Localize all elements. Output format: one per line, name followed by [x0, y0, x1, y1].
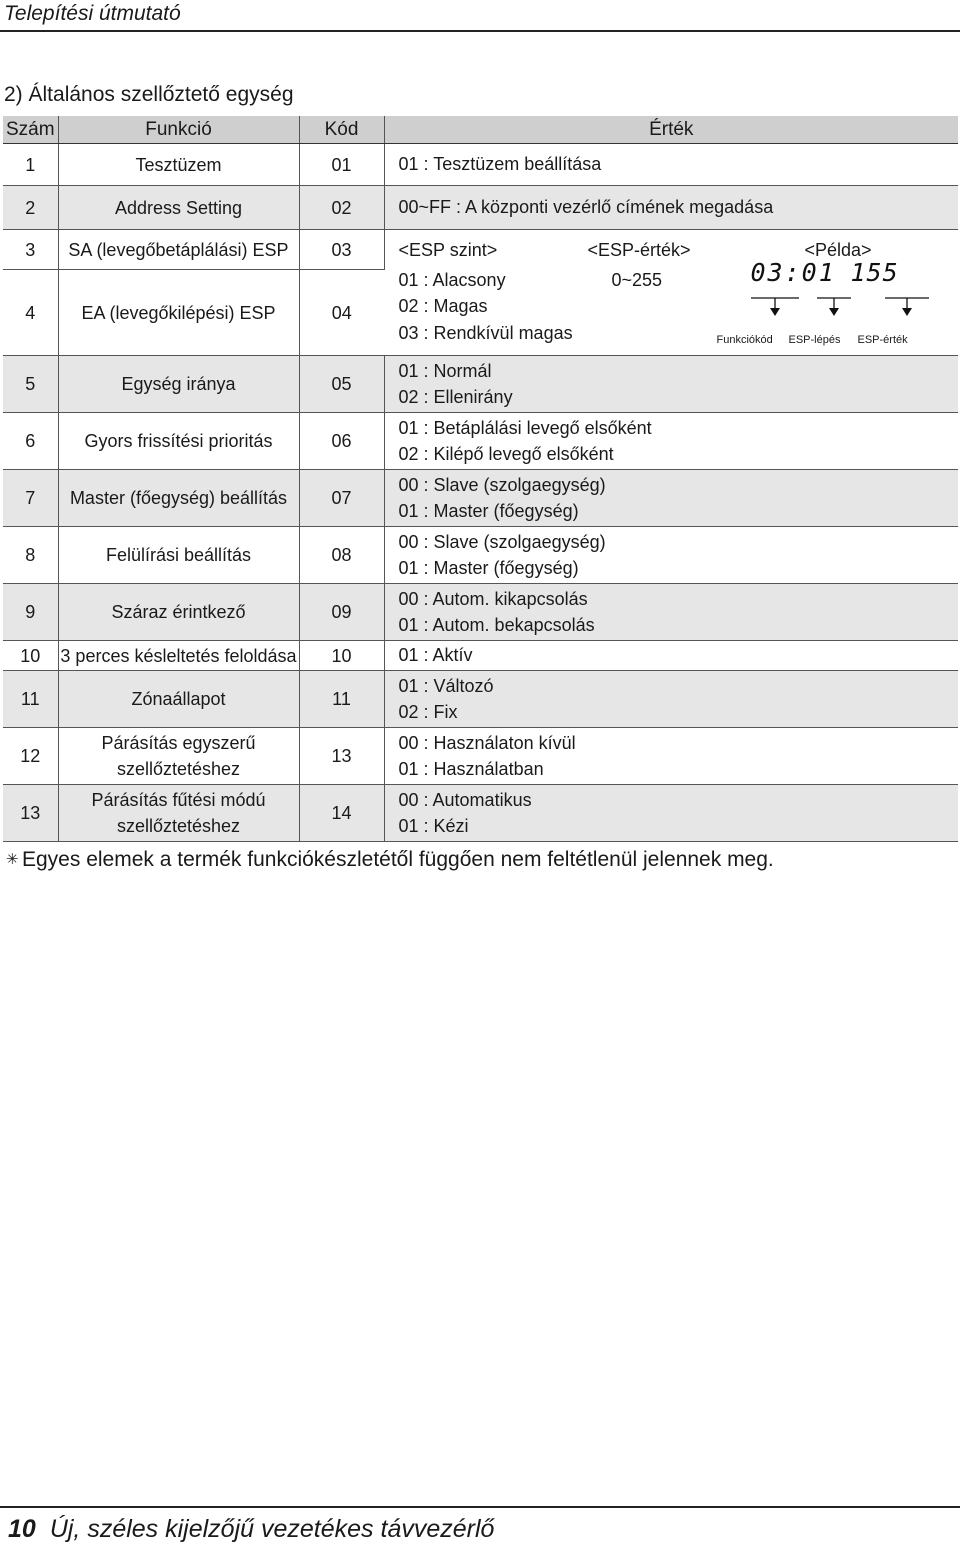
function-line: Zónaállapot [131, 689, 226, 709]
row-function [58, 671, 299, 728]
value-line: 01 : Kézi [398, 816, 469, 836]
function-line: Tesztüzem [135, 154, 222, 175]
row-code: 06 [299, 413, 384, 470]
footnote-text: Egyes elemek a termék funkciókészletétől függően nem feltétlenül jelennek meg. [22, 848, 774, 871]
value-line: 01 : Tesztüzem beállítása [398, 154, 602, 175]
row-value [384, 470, 958, 527]
row-function [58, 584, 299, 641]
row-function [58, 728, 299, 785]
page-header [0, 0, 960, 31]
row-function [58, 470, 299, 527]
function-line: Felülírási beállítás [105, 545, 252, 565]
function-line: Master (főegység) beállítás [69, 488, 288, 508]
function-line: Gyors frissítési prioritás [84, 431, 273, 451]
value-line: 02 : Kilépő levegő elsőként [398, 444, 614, 464]
row-value [384, 785, 958, 842]
row-value [384, 186, 958, 230]
row-code: 04 [299, 270, 384, 356]
row-code: 05 [299, 356, 384, 413]
header-title: Telepítési útmutató [4, 2, 181, 25]
table-row [3, 641, 958, 671]
row-function [58, 641, 299, 671]
function-line: Száraz érintkező [111, 602, 246, 622]
row-value [384, 413, 958, 470]
esp-level-header: <ESP szint> [398, 240, 498, 260]
row-function [58, 186, 299, 230]
row-number: 6 [3, 413, 58, 470]
col-header-number: Szám [3, 116, 58, 144]
col-header-code: Kód [299, 116, 384, 144]
row-function [58, 785, 299, 842]
example-display-code: 03:01 [750, 258, 836, 287]
table-row [3, 356, 958, 413]
row-number: 11 [3, 671, 58, 728]
table-header-row [3, 116, 958, 144]
value-line: 02 : Fix [398, 702, 458, 722]
row-value [384, 356, 958, 413]
table-row [3, 186, 958, 230]
esp-value-header: <ESP-érték> [587, 240, 691, 260]
value-line: 01 : Aktív [398, 645, 473, 666]
value-line: 00 : Automatikus [398, 789, 532, 810]
row-number: 13 [3, 785, 58, 842]
function-line: EA (levegőkilépési) ESP [81, 302, 276, 323]
value-line: 00~FF : A központi vezérlő címének megadása [398, 197, 774, 218]
value-line: 00 : Slave (szolgaegység) [398, 474, 606, 495]
example-arrows [739, 290, 939, 320]
row-code: 08 [299, 527, 384, 584]
row-function [58, 230, 299, 270]
value-line: 00 : Használaton kívül [398, 732, 576, 753]
table-row [3, 728, 958, 785]
function-line: Address Setting [114, 197, 243, 218]
value-line: 01 : Master (főegység) [398, 501, 579, 521]
value-line: 01 : Betáplálási levegő elsőként [398, 417, 652, 438]
esp-range: 0~255 [611, 270, 663, 290]
function-line: 3 perces késleltetés feloldása [60, 645, 297, 666]
row-code: 09 [299, 584, 384, 641]
function-line: szellőztetéshez [116, 759, 241, 779]
settings-table [3, 116, 958, 842]
table-row [3, 671, 958, 728]
row-value [384, 641, 958, 671]
esp-example-header: <Példa> [804, 240, 872, 260]
table-row [3, 144, 958, 186]
table-row [3, 413, 958, 470]
row-value [384, 527, 958, 584]
row-number: 12 [3, 728, 58, 785]
function-line: Párásítás egyszerű [101, 733, 256, 753]
row-code: 13 [299, 728, 384, 785]
footer-divider [0, 1506, 960, 1508]
row-function [58, 144, 299, 186]
function-line: Egység iránya [121, 374, 236, 394]
esp-value-cell [384, 230, 958, 356]
value-line: 01 : Használatban [398, 759, 544, 779]
row-number: 5 [3, 356, 58, 413]
row-code: 11 [299, 671, 384, 728]
row-value [384, 144, 958, 186]
row-number: 10 [3, 641, 58, 671]
row-function [58, 270, 299, 356]
row-value [384, 671, 958, 728]
label-function-code: Funkciókód [716, 334, 773, 346]
row-function [58, 356, 299, 413]
esp-level-high: 02 : Magas [398, 296, 488, 316]
row-value [384, 728, 958, 785]
table-row [3, 470, 958, 527]
row-number: 9 [3, 584, 58, 641]
row-code: 14 [299, 785, 384, 842]
table-row [3, 527, 958, 584]
row-code: 10 [299, 641, 384, 671]
row-number: 7 [3, 470, 58, 527]
label-esp-step: ESP-lépés [788, 334, 841, 346]
row-code: 01 [299, 144, 384, 186]
label-esp-value: ESP-érték [857, 334, 908, 346]
row-number: 8 [3, 527, 58, 584]
page-footer [8, 1515, 494, 1544]
row-number: 2 [3, 186, 58, 230]
asterisk-icon: ✳ [6, 851, 19, 868]
row-value [384, 584, 958, 641]
row-function [58, 527, 299, 584]
row-code: 03 [299, 230, 384, 270]
esp-level-very-high: 03 : Rendkívül magas [398, 323, 573, 343]
value-line: 01 : Változó [398, 675, 494, 696]
value-line: 00 : Autom. kikapcsolás [398, 588, 588, 609]
page-number: 10 [8, 1515, 36, 1543]
row-number: 4 [3, 270, 58, 356]
row-function [58, 413, 299, 470]
header-divider [0, 30, 960, 32]
function-line: szellőztetéshez [116, 816, 241, 836]
value-line: 00 : Slave (szolgaegység) [398, 531, 606, 552]
col-header-function: Funkció [58, 116, 299, 144]
function-line: Párásítás fűtési módú [91, 790, 266, 810]
value-line: 02 : Ellenirány [398, 387, 513, 407]
table-row [3, 584, 958, 641]
value-line: 01 : Normál [398, 360, 492, 381]
col-header-value: Érték [384, 116, 958, 144]
section-title: 2) Általános szellőztető egység [4, 83, 294, 106]
esp-level-low: 01 : Alacsony [398, 270, 506, 290]
table-row [3, 230, 958, 270]
row-number: 1 [3, 144, 58, 186]
function-line: SA (levegőbetáplálási) ESP [68, 239, 289, 260]
row-number: 3 [3, 230, 58, 270]
footnote [6, 848, 774, 872]
table-row [3, 785, 958, 842]
row-code: 02 [299, 186, 384, 230]
footer-title: Új, széles kijelzőjű vezetékes távvezérlő [49, 1515, 495, 1543]
example-display-value: 155 [850, 258, 899, 287]
row-code: 07 [299, 470, 384, 527]
value-line: 01 : Master (főegység) [398, 558, 579, 578]
value-line: 01 : Autom. bekapcsolás [398, 615, 595, 635]
